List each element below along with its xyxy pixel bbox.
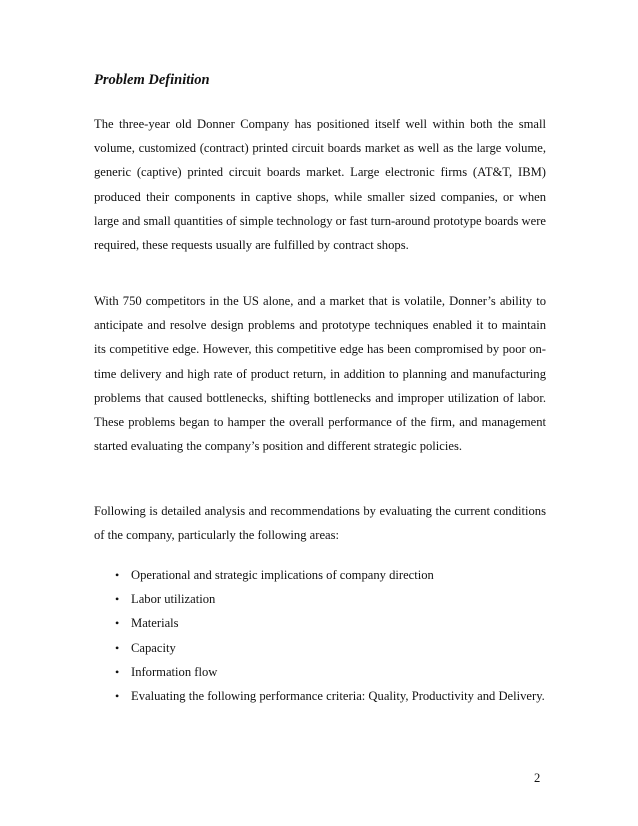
page-number: 2 (534, 771, 541, 785)
list-item-text: Capacity (131, 640, 176, 655)
list-item-text: Evaluating the following performance criteria: Quality, Productivity and Delivery. (131, 689, 545, 704)
list-item-text: Materials (131, 616, 179, 631)
bullet-icon: • (115, 592, 120, 607)
section-heading: Problem Definition (94, 72, 210, 88)
list-item (94, 660, 546, 684)
bullet-icon: • (115, 689, 120, 704)
analysis-areas-list (94, 563, 546, 708)
paragraph-competition: With 750 competitors in the US alone, and a market that is volatile, Donner’s ability to anticipate and resolve design problems and prototype techniques enabled it to maintain its competitive edge. However, this competitive edge has been compromised by poor on-time delivery and high rate of product return, in addition to planning and manufacturing problems that caused bottlenecks, shifting bottlenecks and improper utilization of labor. These problems began to hamper the overall performance of the firm, and management started evaluating the company’s position and different strategic policies. (94, 294, 546, 454)
list-item-text: Information flow (131, 664, 218, 679)
list-item-text: Operational and strategic implications of company direction (131, 568, 434, 582)
bullet-icon: • (115, 664, 120, 679)
bullet-icon: • (115, 616, 120, 631)
paragraph-analysis-intro: Following is detailed analysis and recommendations by evaluating the current conditions of the company, particularly the following areas: (94, 504, 546, 543)
paragraph-company-overview: The three-year old Donner Company has positioned itself well within both the small volume, customized (contract) printed circuit boards market as well as the large volume, generic (captive) printed circuit boards market. Large electronic firms (AT&T, IBM) produced their components in captive shops, while smaller sized companies, or when large and small quantities of simple technology or fast turn-around prototype boards were required, these requests usually are fulfilled by contract shops. (94, 117, 546, 253)
list-item-text: Labor utilization (131, 592, 216, 607)
bullet-icon: • (115, 568, 120, 582)
list-item (94, 563, 546, 587)
list-item (94, 611, 546, 635)
list-item (94, 684, 546, 708)
list-item (94, 587, 546, 611)
list-item (94, 636, 546, 660)
bullet-icon: • (115, 640, 120, 655)
